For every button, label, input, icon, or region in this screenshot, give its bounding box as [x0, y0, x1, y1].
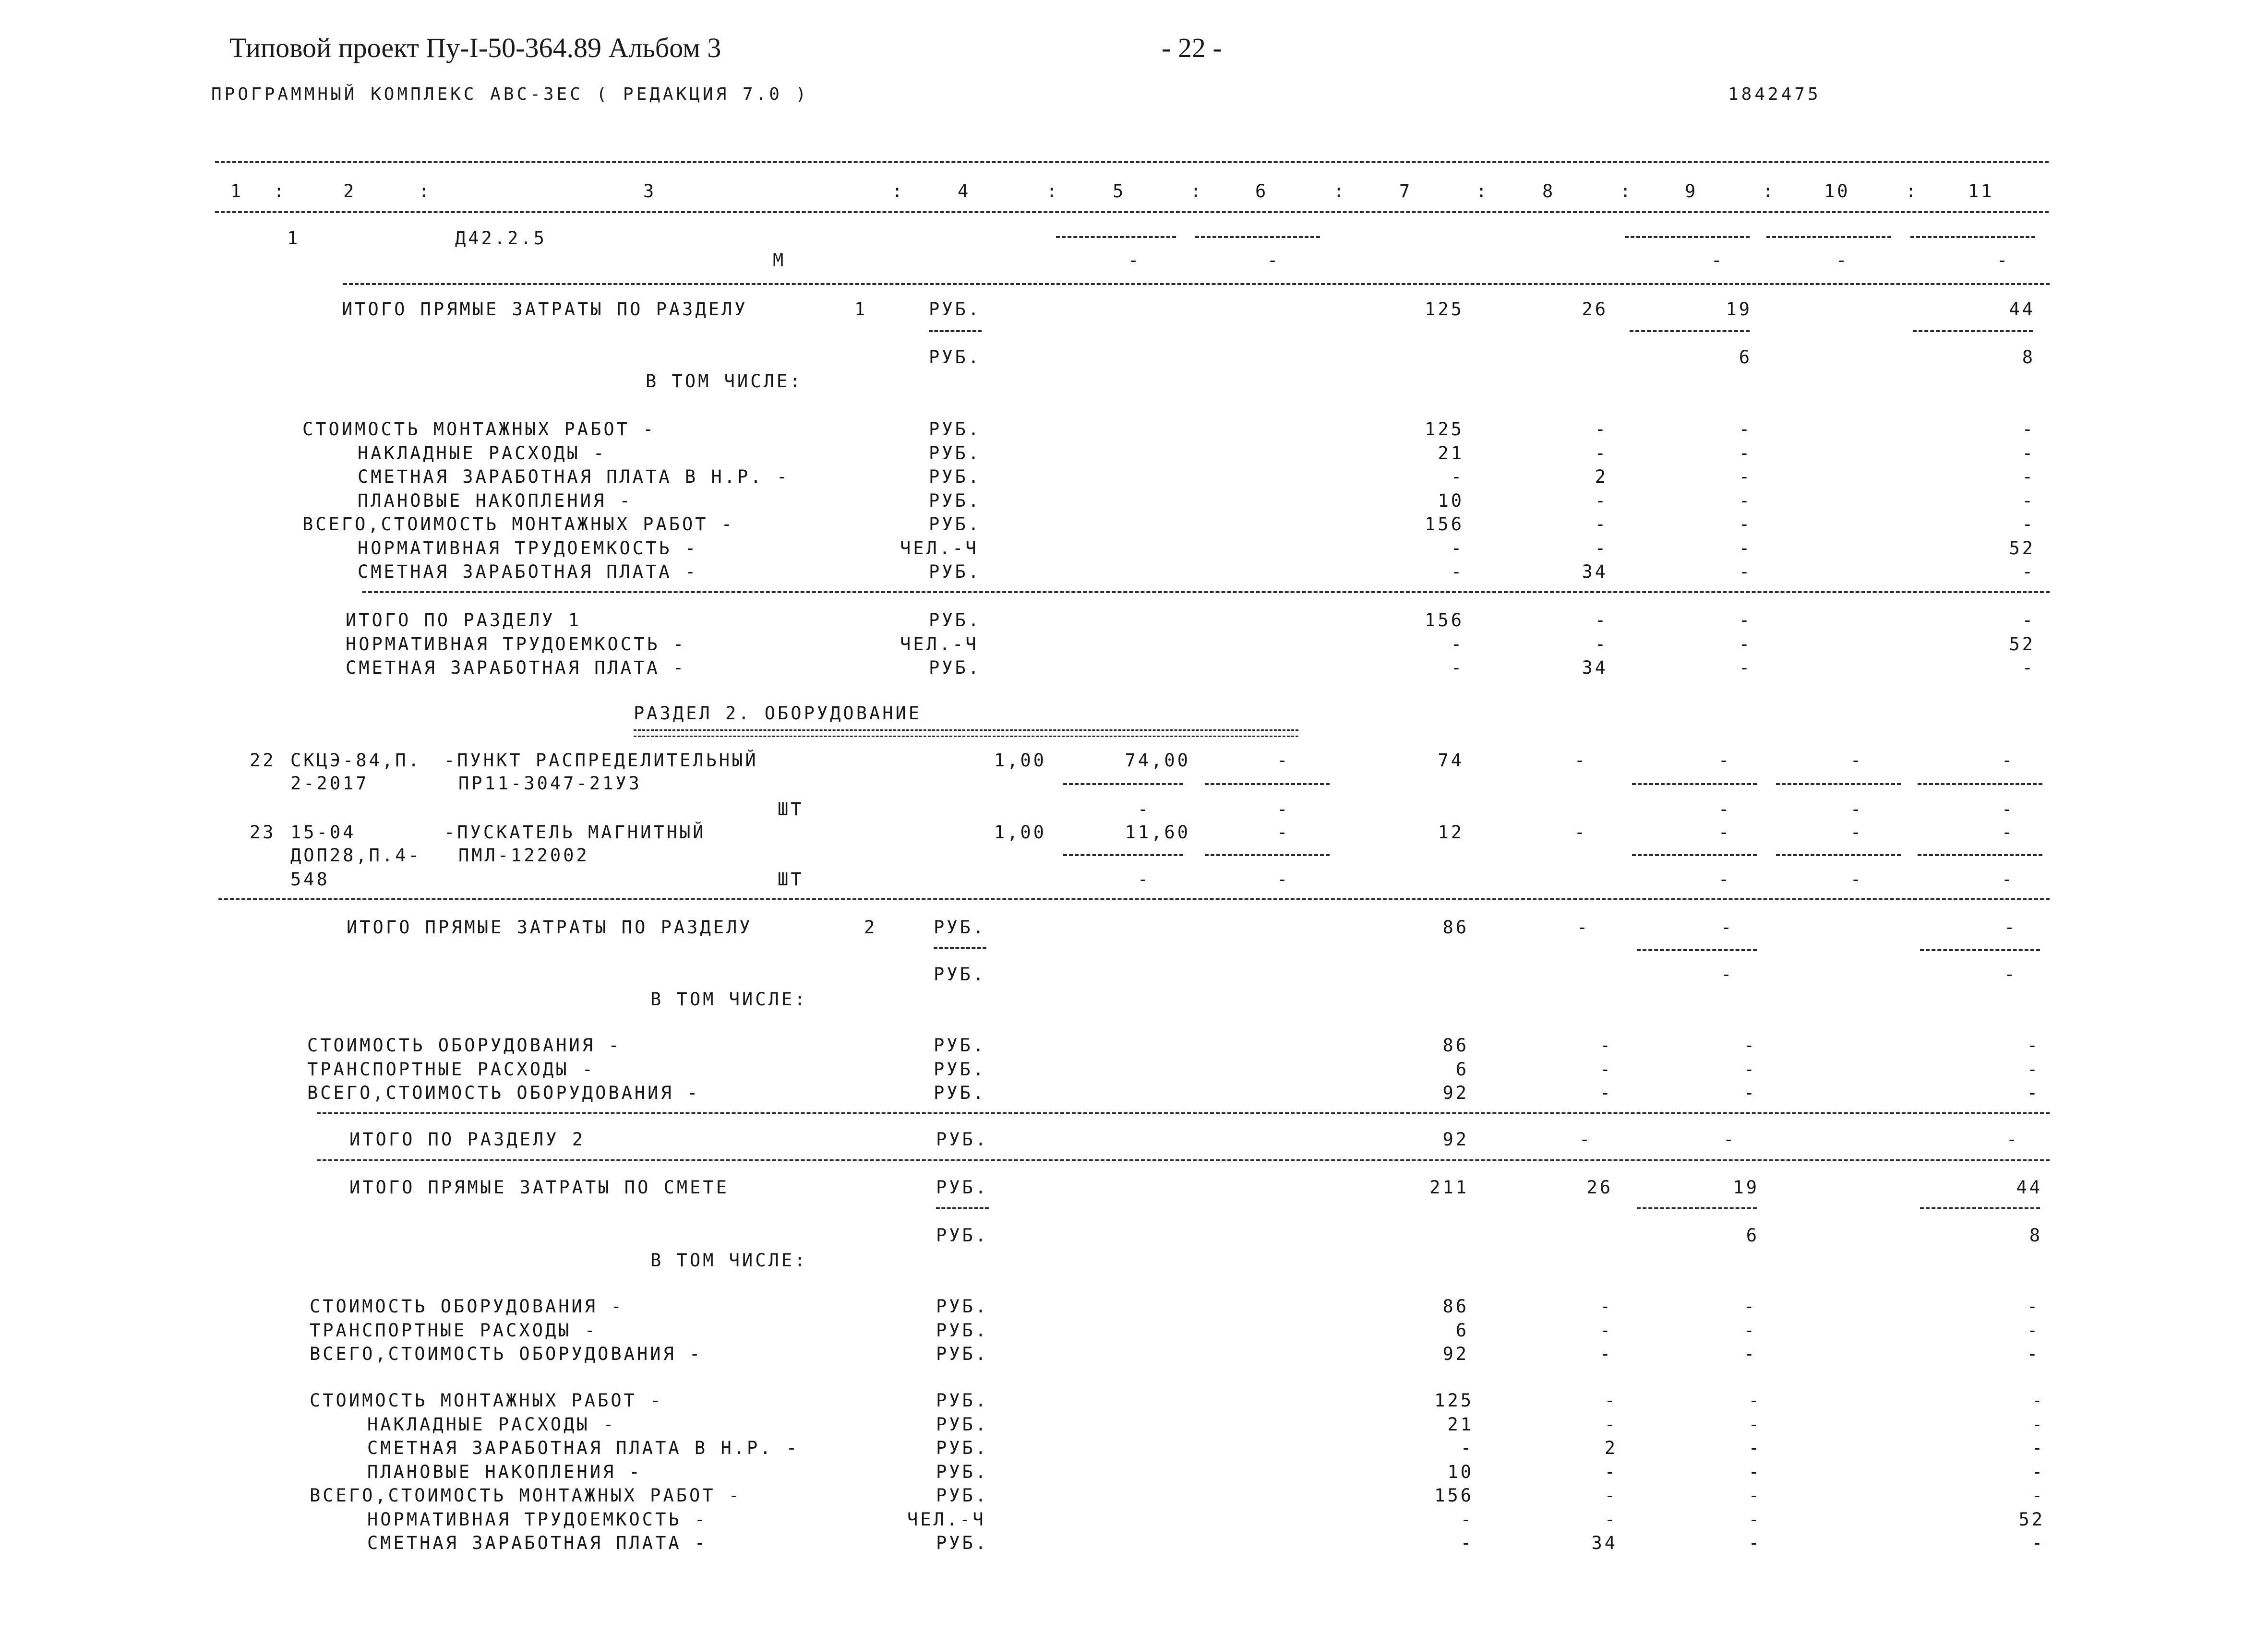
unit-cell: РУБ.: [936, 1390, 989, 1411]
cell-rule: [1630, 330, 1750, 332]
col7-cell: -: [1451, 537, 1464, 559]
section-rule: [317, 1112, 2050, 1114]
direct-costs-section: 1: [854, 299, 868, 320]
column-number: 7: [1399, 181, 1413, 202]
col9-cell: -: [1739, 466, 1752, 487]
column-number: 6: [1255, 181, 1269, 202]
col7-cell: 6: [1455, 1059, 1469, 1080]
cell-rule: [1632, 854, 1757, 856]
col9-cell: -: [1739, 419, 1752, 440]
cell-rule: [1776, 854, 1901, 856]
cell-rule: [1056, 236, 1176, 238]
dash-cell: -: [1277, 869, 1290, 890]
col11-cell: -: [2031, 1485, 2045, 1506]
col7-cell: 86: [1442, 1035, 1469, 1056]
col9-cell: -: [1743, 1320, 1757, 1341]
item-label: ПЛАНОВЫЕ НАКОПЛЕНИЯ -: [358, 490, 633, 511]
cell-rule: [1918, 854, 2042, 856]
item-label: ВСЕГО,СТОИМОСТЬ ОБОРУДОВАНИЯ -: [310, 1344, 703, 1364]
cell-rule: [1625, 236, 1750, 238]
col11-cell: -: [2027, 1344, 2040, 1364]
col6-cell: -: [1277, 822, 1290, 843]
col7-cell: 21: [1438, 442, 1464, 464]
column-number: 1: [230, 181, 244, 202]
qty-cell: 1,00: [994, 750, 1046, 771]
col9-cell: -: [1739, 633, 1752, 655]
col11-cell: -: [2027, 1320, 2040, 1341]
column-number: 10: [1824, 181, 1850, 202]
col7-cell: 211: [1429, 1177, 1469, 1198]
col8-cell: 26: [1586, 1177, 1613, 1198]
column-number: 8: [1542, 181, 1556, 202]
section-title-underline: [634, 729, 1298, 737]
item-label: СМЕТНАЯ ЗАРАБОТНАЯ ПЛАТА -: [346, 657, 686, 678]
col7-cell: -: [1460, 1533, 1474, 1553]
col8-cell: -: [1604, 1414, 1618, 1435]
row-number: 22: [250, 750, 276, 771]
cell-rule: [1195, 236, 1320, 238]
section-rule: [317, 1159, 2050, 1161]
col9-cell: -: [1748, 1461, 1762, 1482]
col11-cell: 44: [2016, 1177, 2042, 1198]
cell-rule: [1637, 949, 1757, 951]
cell-rule: [929, 330, 982, 332]
column-separator: :: [892, 181, 905, 202]
dash-cell: -: [2004, 964, 2017, 985]
unit-cell: ЧЕЛ.-Ч: [907, 1509, 986, 1530]
dash-cell: -: [1267, 250, 1281, 271]
col7-cell: 10: [1447, 1461, 1474, 1482]
row-code: Д42.2.5: [455, 228, 547, 249]
col11-cell: -: [2004, 917, 2017, 938]
col8-cell: 34: [1591, 1533, 1618, 1553]
col9-cell: 6: [1739, 347, 1752, 368]
item-label: СМЕТНАЯ ЗАРАБОТНАЯ ПЛАТА В Н.Р. -: [367, 1438, 800, 1458]
unit-cell: РУБ.: [936, 1414, 989, 1435]
unit-cell: РУБ.: [929, 419, 982, 440]
column-separator: :: [419, 181, 432, 202]
row-code: СКЦЭ-84,П.: [290, 750, 421, 771]
col7-cell: 86: [1442, 1296, 1469, 1317]
document-title: Типовой проект Пу-I-50-364.89 Альбом 3: [229, 32, 721, 63]
col8-cell: -: [1595, 419, 1608, 440]
col11-cell: -: [2027, 1083, 2040, 1103]
col9-cell: -: [1739, 657, 1752, 678]
direct-costs-label: ИТОГО ПРЯМЫЕ ЗАТРАТЫ ПО РАЗДЕЛУ: [347, 917, 753, 938]
qty-cell: 1,00: [994, 822, 1046, 843]
col9-cell: -: [1748, 1414, 1762, 1435]
document-code: 1842475: [1728, 84, 1821, 104]
col8-cell: -: [1604, 1485, 1618, 1506]
unit-cell: РУБ.: [936, 1225, 989, 1246]
col8-cell: -: [1599, 1035, 1613, 1056]
row-name: -ПУСКАТЕЛЬ МАГНИТНЫЙ: [444, 822, 706, 843]
item-label: ТРАНСПОРТНЫЕ РАСХОДЫ -: [307, 1059, 596, 1080]
price-cell: 11,60: [1125, 822, 1190, 843]
col11-cell: -: [2031, 1461, 2045, 1482]
column-number: 5: [1113, 181, 1126, 202]
item-label: НОРМАТИВНАЯ ТРУДОЕМКОСТЬ -: [346, 633, 686, 655]
col8-cell: -: [1599, 1320, 1613, 1341]
unit-cell: ЧЕЛ.-Ч: [900, 633, 979, 655]
col9-cell: -: [1748, 1390, 1762, 1411]
col7-cell: 92: [1442, 1129, 1469, 1150]
cell-rule: [1920, 949, 2040, 951]
cell-rule: [1920, 1207, 2040, 1209]
row-unit: ШТ: [778, 869, 804, 890]
col9-cell: 19: [1726, 299, 1752, 320]
section-rule: [362, 591, 2050, 593]
column-number: 2: [343, 181, 357, 202]
dash-cell: -: [2002, 869, 2015, 890]
col11-cell: -: [2022, 514, 2035, 535]
item-label: НАКЛАДНЫЕ РАСХОДЫ -: [358, 442, 607, 464]
col9-cell: -: [1718, 822, 1732, 843]
col11-cell: 8: [2022, 347, 2035, 368]
dash-cell: -: [1138, 799, 1151, 820]
item-label: ТРАНСПОРТНЫЕ РАСХОДЫ -: [310, 1320, 598, 1341]
unit-cell: РУБ.: [929, 466, 982, 487]
col11-cell: -: [2006, 1129, 2020, 1150]
unit-cell: РУБ.: [934, 1035, 986, 1056]
col11-cell: -: [2022, 610, 2035, 631]
col7-cell: 12: [1438, 822, 1464, 843]
unit-cell: РУБ.: [936, 1129, 989, 1150]
col7-cell: 92: [1442, 1344, 1469, 1364]
dash-cell: -: [1850, 799, 1864, 820]
col8-cell: 34: [1582, 561, 1608, 582]
cell-rule: [936, 1207, 989, 1209]
col9-cell: -: [1743, 1083, 1757, 1103]
col11-cell: -: [2022, 561, 2035, 582]
cell-rule: [1063, 783, 1183, 785]
dash-cell: -: [1718, 799, 1732, 820]
col7-cell: 125: [1425, 419, 1464, 440]
col7-cell: 86: [1442, 917, 1469, 938]
col11-cell: 52: [2009, 633, 2035, 655]
col7-cell: 156: [1425, 514, 1464, 535]
col8-cell: -: [1595, 610, 1608, 631]
col11-cell: -: [2027, 1296, 2040, 1317]
col11-cell: -: [2031, 1438, 2045, 1458]
cell-rule: [1205, 854, 1330, 856]
item-label: НАКЛАДНЫЕ РАСХОДЫ -: [367, 1414, 616, 1435]
dash-cell: -: [1138, 869, 1151, 890]
cell-rule: [1063, 854, 1183, 856]
col11-cell: -: [2002, 822, 2015, 843]
col7-cell: 156: [1434, 1485, 1474, 1506]
col8-cell: 2: [1595, 466, 1608, 487]
column-separator: :: [274, 181, 287, 202]
table-header-rule: [215, 211, 2049, 213]
col8-cell: -: [1599, 1344, 1613, 1364]
item-label: ВСЕГО,СТОИМОСТЬ МОНТАЖНЫХ РАБОТ -: [302, 514, 735, 535]
col7-cell: 74: [1438, 750, 1464, 771]
unit-cell: РУБ.: [936, 1485, 989, 1506]
item-label: СТОИМОСТЬ МОНТАЖНЫХ РАБОТ -: [302, 419, 656, 440]
col9-cell: -: [1748, 1533, 1762, 1553]
col8-cell: -: [1599, 1059, 1613, 1080]
row-number: 1: [287, 228, 300, 249]
col8-cell: -: [1595, 490, 1608, 511]
cell-rule: [1910, 236, 2035, 238]
col8-cell: -: [1577, 917, 1590, 938]
item-label: СМЕТНАЯ ЗАРАБОТНАЯ ПЛАТА -: [367, 1533, 708, 1553]
unit-cell: РУБ.: [929, 610, 982, 631]
including-heading: В ТОМ ЧИСЛЕ:: [646, 371, 803, 392]
col9-cell: -: [1739, 490, 1752, 511]
unit-cell: ЧЕЛ.-Ч: [900, 537, 979, 559]
item-label: СТОИМОСТЬ ОБОРУДОВАНИЯ -: [310, 1296, 624, 1317]
unit-cell: РУБ.: [929, 561, 982, 582]
col9-cell: -: [1723, 1129, 1737, 1150]
col11-cell: 44: [2009, 299, 2035, 320]
col11-cell: 52: [2009, 537, 2035, 559]
column-number: 4: [958, 181, 971, 202]
dash-cell: -: [1721, 964, 1734, 985]
col7-cell: 6: [1455, 1320, 1469, 1341]
col10-cell: -: [1850, 750, 1864, 771]
column-number: 3: [643, 181, 657, 202]
unit-cell: РУБ.: [936, 1344, 989, 1364]
unit-cell: РУБ.: [934, 1059, 986, 1080]
unit-cell: РУБ.: [929, 347, 982, 368]
cell-rule: [1205, 783, 1330, 785]
table-top-rule: [215, 161, 2049, 163]
col9-cell: -: [1739, 537, 1752, 559]
item-label: ВСЕГО,СТОИМОСТЬ МОНТАЖНЫХ РАБОТ -: [310, 1485, 742, 1506]
column-separator: :: [1906, 181, 1919, 202]
section-rule: [218, 898, 2050, 900]
cell-rule: [1913, 330, 2033, 332]
col9-cell: -: [1743, 1035, 1757, 1056]
col9-cell: -: [1743, 1296, 1757, 1317]
col8-cell: -: [1574, 750, 1588, 771]
col11-cell: -: [2022, 657, 2035, 678]
direct-costs-section: 2: [864, 917, 877, 938]
unit-cell: РУБ.: [929, 299, 982, 320]
col7-cell: 21: [1447, 1414, 1474, 1435]
column-separator: :: [1333, 181, 1347, 202]
col9-cell: -: [1739, 514, 1752, 535]
column-separator: :: [1620, 181, 1633, 202]
col11-cell: -: [2031, 1414, 2045, 1435]
col11-cell: -: [2022, 442, 2035, 464]
col8-cell: -: [1599, 1296, 1613, 1317]
col7-cell: 10: [1438, 490, 1464, 511]
col9-cell: 6: [1746, 1225, 1759, 1246]
col8-cell: -: [1579, 1129, 1593, 1150]
col11-cell: 8: [2029, 1225, 2042, 1246]
dash-cell: -: [2002, 799, 2015, 820]
col8-cell: 34: [1582, 657, 1608, 678]
col11-cell: -: [2031, 1533, 2045, 1553]
col9-cell: 19: [1733, 1177, 1759, 1198]
unit-cell: РУБ.: [936, 1320, 989, 1341]
row-name: ПР11-3047-21У3: [458, 773, 642, 794]
item-label: ВСЕГО,СТОИМОСТЬ ОБОРУДОВАНИЯ -: [307, 1083, 700, 1103]
unit-cell: РУБ.: [936, 1296, 989, 1317]
item-label: СТОИМОСТЬ МОНТАЖНЫХ РАБОТ -: [310, 1390, 663, 1411]
item-label: НОРМАТИВНАЯ ТРУДОЕМКОСТЬ -: [367, 1509, 708, 1530]
unit-cell: РУБ.: [929, 490, 982, 511]
col11-cell: -: [2031, 1390, 2045, 1411]
unit-cell: РУБ.: [936, 1533, 989, 1553]
col8-cell: -: [1595, 633, 1608, 655]
column-number: 9: [1685, 181, 1698, 202]
column-separator: :: [1476, 181, 1489, 202]
dash-cell: -: [1997, 250, 2010, 271]
col6-cell: -: [1277, 750, 1290, 771]
col11-cell: 52: [2018, 1509, 2045, 1530]
row-unit: ШТ: [778, 799, 804, 820]
col7-cell: 125: [1425, 299, 1464, 320]
col8-cell: 26: [1582, 299, 1608, 320]
row-code: 548: [290, 869, 330, 890]
col8-cell: -: [1599, 1083, 1613, 1103]
dash-cell: -: [1277, 799, 1290, 820]
section-rule: [343, 283, 2050, 285]
unit-cell: РУБ.: [936, 1438, 989, 1458]
dash-cell: -: [1718, 869, 1732, 890]
dash-cell: -: [1836, 250, 1849, 271]
col7-cell: -: [1451, 466, 1464, 487]
column-separator: :: [1190, 181, 1204, 202]
column-separator: :: [1763, 181, 1776, 202]
unit-cell: РУБ.: [934, 1083, 986, 1103]
cell-rule: [1632, 783, 1757, 785]
col9-cell: -: [1743, 1344, 1757, 1364]
col8-cell: -: [1604, 1390, 1618, 1411]
cell-rule: [934, 947, 986, 949]
direct-costs-label: ИТОГО ПРЯМЫЕ ЗАТРАТЫ ПО РАЗДЕЛУ: [342, 299, 748, 320]
item-label: СМЕТНАЯ ЗАРАБОТНАЯ ПЛАТА -: [358, 561, 698, 582]
col11-cell: -: [2027, 1059, 2040, 1080]
col8-cell: -: [1595, 514, 1608, 535]
col8-cell: -: [1595, 442, 1608, 464]
col8-cell: -: [1595, 537, 1608, 559]
row-code: ДОП28,П.4-: [290, 845, 421, 866]
col9-cell: -: [1748, 1438, 1762, 1458]
page-number: - 22 -: [1162, 32, 1222, 63]
col7-cell: -: [1451, 633, 1464, 655]
price-cell: 74,00: [1125, 750, 1190, 771]
col7-cell: -: [1451, 657, 1464, 678]
col11-cell: -: [2022, 466, 2035, 487]
col8-cell: -: [1604, 1509, 1618, 1530]
dash-cell: -: [1711, 250, 1725, 271]
row-number: 23: [250, 822, 276, 843]
row-code: 15-04: [290, 822, 356, 843]
col9-cell: -: [1748, 1509, 1762, 1530]
col11-cell: -: [2022, 490, 2035, 511]
column-number: 11: [1968, 181, 1994, 202]
col9-cell: -: [1743, 1059, 1757, 1080]
cell-rule: [1918, 783, 2042, 785]
col7-cell: 92: [1442, 1083, 1469, 1103]
col9-cell: -: [1721, 917, 1734, 938]
unit-cell: РУБ.: [936, 1461, 989, 1482]
col7-cell: -: [1460, 1509, 1474, 1530]
col10-cell: -: [1850, 822, 1864, 843]
col8-cell: -: [1574, 822, 1588, 843]
col11-cell: -: [2022, 419, 2035, 440]
including-heading: В ТОМ ЧИСЛЕ:: [650, 989, 808, 1010]
row-name: ПМЛ-122002: [458, 845, 589, 866]
estimate-direct-label: ИТОГО ПРЯМЫЕ ЗАТРАТЫ ПО СМЕТЕ: [349, 1177, 730, 1198]
cell-rule: [1637, 1207, 1757, 1209]
col7-cell: 156: [1425, 610, 1464, 631]
unit-cell: РУБ.: [929, 514, 982, 535]
including-heading: В ТОМ ЧИСЛЕ:: [650, 1250, 808, 1271]
row-unit: М: [773, 250, 786, 271]
section-total-label: ИТОГО ПО РАЗДЕЛУ 2: [349, 1129, 585, 1150]
item-label: НОРМАТИВНАЯ ТРУДОЕМКОСТЬ -: [358, 537, 698, 559]
col9-cell: -: [1739, 610, 1752, 631]
program-caption: ПРОГРАММНЫЙ КОМПЛЕКС АВС-3ЕС ( РЕДАКЦИЯ 7.0 ): [211, 84, 809, 104]
unit-cell: РУБ.: [936, 1177, 989, 1198]
dash-cell: -: [1128, 250, 1141, 271]
col9-cell: -: [1718, 750, 1732, 771]
unit-cell: РУБ.: [934, 917, 986, 938]
col9-cell: -: [1748, 1485, 1762, 1506]
col11-cell: -: [2027, 1035, 2040, 1056]
col8-cell: 2: [1604, 1438, 1618, 1458]
row-code: 2-2017: [290, 773, 369, 794]
item-label: ПЛАНОВЫЕ НАКОПЛЕНИЯ -: [367, 1461, 642, 1482]
col7-cell: 125: [1434, 1390, 1474, 1411]
row-name: -ПУНКТ РАСПРЕДЕЛИТЕЛЬНЫЙ: [444, 750, 758, 771]
col7-cell: -: [1460, 1438, 1474, 1458]
column-separator: :: [1046, 181, 1060, 202]
item-label: ИТОГО ПО РАЗДЕЛУ 1: [346, 610, 581, 631]
cell-rule: [1776, 783, 1901, 785]
col9-cell: -: [1739, 442, 1752, 464]
item-label: СМЕТНАЯ ЗАРАБОТНАЯ ПЛАТА В Н.Р. -: [358, 466, 790, 487]
dash-cell: -: [1850, 869, 1864, 890]
unit-cell: РУБ.: [934, 964, 986, 985]
section-title: РАЗДЕЛ 2. ОБОРУДОВАНИЕ: [634, 703, 922, 724]
item-label: СТОИМОСТЬ ОБОРУДОВАНИЯ -: [307, 1035, 622, 1056]
col8-cell: -: [1604, 1461, 1618, 1482]
col7-cell: -: [1451, 561, 1464, 582]
unit-cell: РУБ.: [929, 657, 982, 678]
cell-rule: [1766, 236, 1891, 238]
unit-cell: РУБ.: [929, 442, 982, 464]
col9-cell: -: [1739, 561, 1752, 582]
col11-cell: -: [2002, 750, 2015, 771]
